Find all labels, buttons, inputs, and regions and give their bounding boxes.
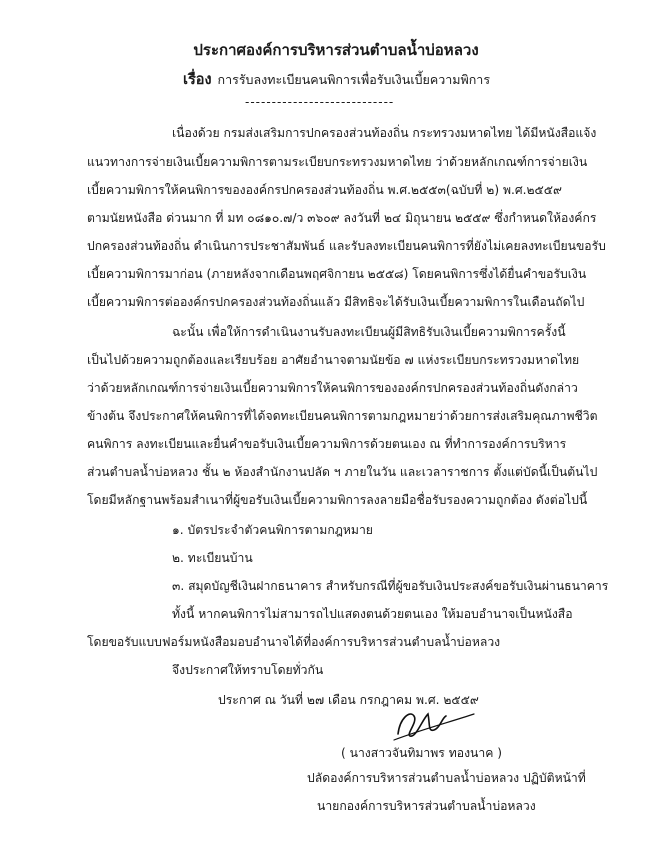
para3-line: ทั้งนี้ หากคนพิการไม่สามารถไปแสดงตนด้วยตนเอง ให้มอบอำนาจเป็นหนังสือ xyxy=(172,607,573,621)
subject-line xyxy=(183,68,490,91)
signature-image xyxy=(370,700,490,745)
subject-label: เรื่อง xyxy=(183,72,212,88)
document-item: ๒. ทะเบียนบ้าน xyxy=(172,551,253,565)
signer-position: นายกองค์การบริหารส่วนตำบลน้ำบ่อหลวง xyxy=(317,799,536,813)
para1-line: ตามนัยหนังสือ ด่วนมาก ที่ มท ๐๘๑๐.๗/ว ๓๖๐๙ ลงวันที่ ๒๔ มิถุนายน ๒๕๕๙ ซึ่งกำหนดให้องค์กร xyxy=(87,211,597,225)
para2-line: เป็นไปด้วยความถูกต้องและเรียบร้อย อาศัยอำนาจตามนัยข้อ ๗ แห่งระเบียบกระทรวงมหาดไทย xyxy=(87,353,580,367)
title-divider: ---------------------------- xyxy=(245,95,395,109)
announcement-title: ประกาศองค์การบริหารส่วนตำบลน้ำบ่อหลวง xyxy=(193,41,479,59)
para2-line: ข้างต้น จึงประกาศให้คนพิการที่ได้จดทะเบียนคนพิการตามกฎหมายว่าด้วยการส่งเสริมคุณภาพชีวิต xyxy=(87,409,598,423)
para1-line: แนวทางการจ่ายเงินเบี้ยความพิการตามระเบียบกระทรวงมหาดไทย ว่าด้วยหลักเกณฑ์การจ่ายเงิน xyxy=(87,155,588,169)
para2-line: ว่าด้วยหลักเกณฑ์การจ่ายเงินเบี้ยความพิการให้คนพิการขององค์กรปกครองส่วนท้องถิ่นดังกล่าว xyxy=(87,381,578,395)
signer-name: ( นางสาวจันทิมาพร ทองนาค ) xyxy=(341,746,502,760)
announce-date: ประกาศ ณ วันที่ ๒๗ เดือน กรกฎาคม พ.ศ. ๒๕๕๙ xyxy=(218,693,479,707)
document-item: ๑. บัตรประจำตัวคนพิการตามกฎหมาย xyxy=(172,523,373,537)
document-item: ๓. สมุดบัญชีเงินฝากธนาคาร สำหรับกรณีที่ผู้ขอรับเงินประสงค์ขอรับเงินผ่านธนาคาร xyxy=(172,579,609,593)
para2-line: ฉะนั้น เพื่อให้การดำเนินงานรับลงทะเบียนผู้มีสิทธิรับเงินเบี้ยความพิการครั้งนี้ xyxy=(172,325,566,339)
subject-text: การรับลงทะเบียนคนพิการเพื่อรับเงินเบี้ยความพิการ xyxy=(217,72,491,87)
para1-line: เนื่องด้วย กรมส่งเสริมการปกครองส่วนท้องถิ่น กระทรวงมหาดไทย ได้มีหนังสือแจ้ง xyxy=(172,126,597,140)
signer-position: ปลัดองค์การบริหารส่วนตำบลน้ำบ่อหลวง ปฏิบัติหน้าที่ xyxy=(307,771,586,785)
para1-line: ปกครองส่วนท้องถิ่น ดำเนินการประชาสัมพันธ์ และรับลงทะเบียนคนพิการที่ยังไม่เคยลงทะเบียนขอรับ xyxy=(87,239,606,253)
para1-line: เบี้ยความพิการต่อองค์กรปกครองส่วนท้องถิ่นแล้ว มีสิทธิจะได้รับเงินเบี้ยความพิการในเดือนถัดไป xyxy=(87,295,585,309)
para1-line: เบี้ยความพิการมาก่อน (ภายหลังจากเดือนพฤศจิกายน ๒๕๕๘) โดยคนพิการซึ่งได้ยื่นคำขอรับเงิน xyxy=(87,267,587,281)
para3-line: โดยขอรับแบบฟอร์มหนังสือมอบอำนาจได้ที่องค์การบริหารส่วนตำบลน้ำบ่อหลวง xyxy=(87,635,501,649)
closing-line: จึงประกาศให้ทราบโดยทั่วกัน xyxy=(172,663,324,677)
para2-line: ส่วนตำบลน้ำบ่อหลวง ชั้น ๒ ห้องสำนักงานปลัด ฯ ภายในวัน และเวลาราชการ ตั้งแต่บัดนี้เป็นต้นไป xyxy=(87,465,598,479)
para2-line: โดยมีหลักฐานพร้อมสำเนาที่ผู้ขอรับเงินเบี้ยความพิการลงลายมือชื่อรับรองความถูกต้อง ดังต่อไปนี้ xyxy=(87,493,588,507)
para2-line: คนพิการ ลงทะเบียนและยื่นคำขอรับเงินเบี้ยความพิการด้วยตนเอง ณ ที่ทำการองค์การบริหาร xyxy=(87,437,567,451)
para1-line: เบี้ยความพิการให้คนพิการขององค์กรปกครองส่วนท้องถิ่น พ.ศ.๒๕๕๓(ฉบับที่ ๒) พ.ศ.๒๕๕๙ xyxy=(87,183,562,197)
